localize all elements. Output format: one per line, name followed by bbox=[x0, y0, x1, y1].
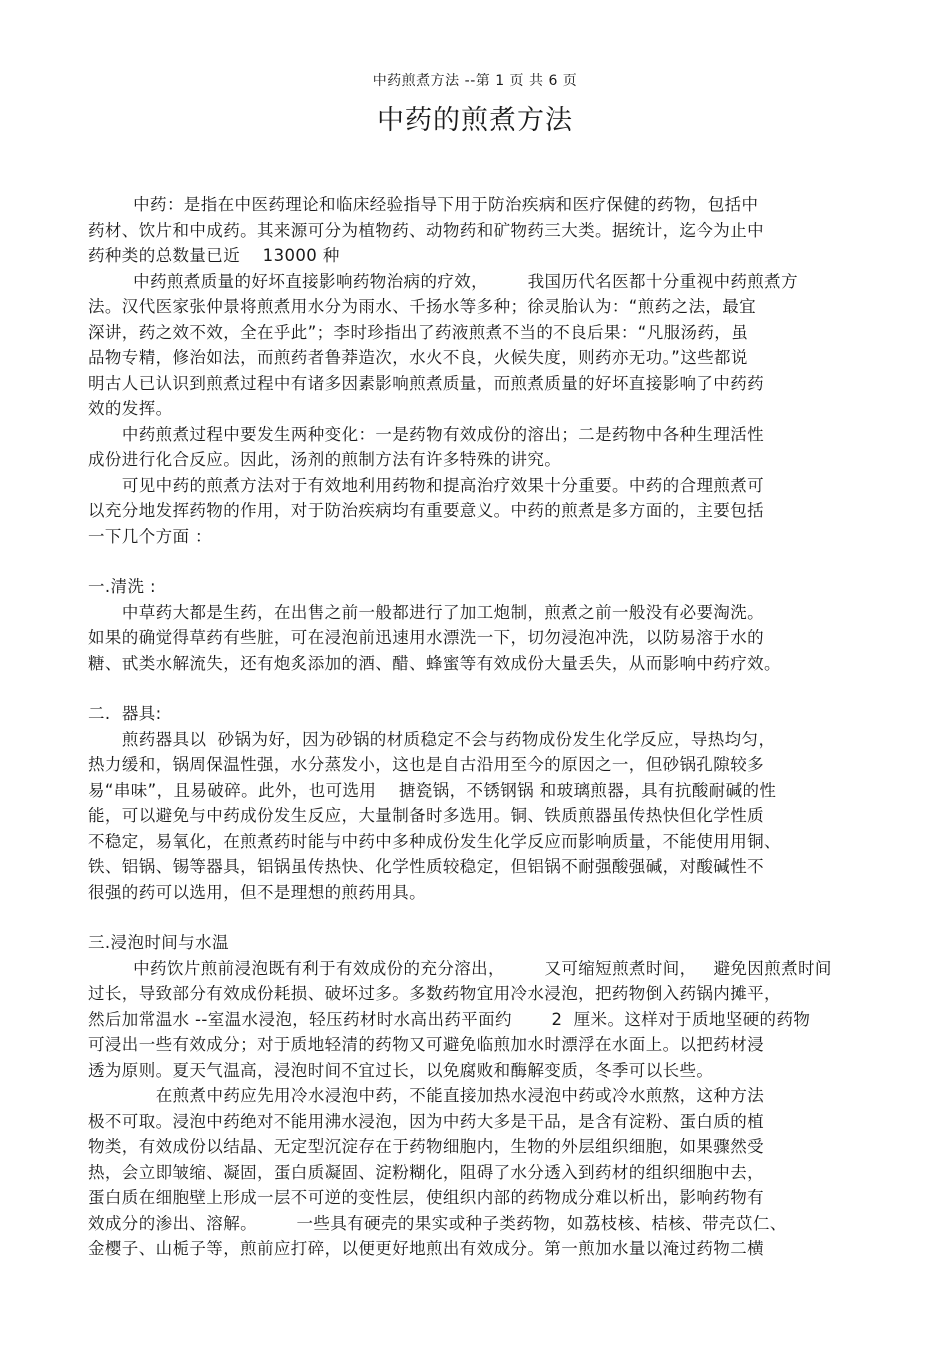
text-line: 效的发挥。 bbox=[88, 399, 173, 418]
text-line: 铁、铝锅、锡等器具，铝锅虽传热快、化学性质较稳定，但铝锅不耐强酸强碱，对酸碱性不 bbox=[88, 857, 764, 876]
section-heading: 三.浸泡时间与水温 bbox=[88, 933, 229, 952]
text-line: 金樱子、山栀子等，煎前应打碎，以便更好地煎出有效成分。第一煎加水量以淹过药物二横 bbox=[88, 1239, 764, 1258]
text-line: 中药：是指在中医药理论和临床经验指导下用于防治疾病和医疗保健的药物，包括中 bbox=[88, 195, 759, 214]
text-line: 物类，有效成份以结晶、无定型沉淀存在于药物细胞内，生物的外层组织细胞，如果骤然受 bbox=[88, 1137, 764, 1156]
text-line: 效成分的渗出、溶解。 一些具有硬壳的果实或种子类药物，如荔枝核、桔核、带壳苡仁、 bbox=[88, 1213, 787, 1233]
text-line: 热力缓和，锅周保温性强，水分蒸发小，这也是自古沿用至今的原因之一，但砂锅孔隙较多 bbox=[88, 755, 764, 774]
text-line: 过长，导致部分有效成份耗损、破坏过多。多数药物宜用冷水浸泡，把药物倒入药锅内摊平， bbox=[88, 984, 781, 1003]
text-line: 深讲，药之效不效，全在乎此”；李时珍指出了药液煎煮不当的不良后果：“凡服汤药，虽 bbox=[88, 322, 749, 342]
text-line: 中药煎煮质量的好坏直接影响药物治病的疗效， 我国历代名医都十分重视中药煎煮方 bbox=[88, 271, 798, 291]
section-heading: 二. 器具: bbox=[88, 704, 162, 723]
text-line: 中药饮片煎前浸泡既有利于有效成份的充分溶出， 又可缩短煎煮时间， 避免因煎煮时间 bbox=[88, 958, 832, 978]
text-line: 煎药器具以 砂锅为好，因为砂锅的材质稳定不会与药物成份发生化学反应，导热均匀， bbox=[88, 729, 776, 749]
text-line: 如果的确觉得草药有些脏，可在浸泡前迅速用水漂洗一下，切勿浸泡冲洗，以防易溶于水的 bbox=[88, 628, 764, 647]
intro-paragraphs bbox=[88, 192, 858, 549]
document-title: 中药的煎煮方法 bbox=[377, 105, 573, 136]
text-line: 透为原则。夏天气温高，浸泡时间不宜过长，以免腐败和酶解变质，冬季可以长些。 bbox=[88, 1060, 714, 1080]
text-line: 蛋白质在细胞壁上形成一层不可逆的变性层，使组织内部的药物成分难以析出，影响药物有 bbox=[88, 1188, 764, 1207]
text-line: 热，会立即皱缩、凝固，蛋白质凝固、淀粉糊化，阻碍了水分透入到药材的组织细胞中去， bbox=[88, 1162, 764, 1182]
section-gap bbox=[88, 549, 858, 574]
text-line: 可浸出一些有效成分；对于质地轻清的药物又可避免临煎加水时漂浮在水面上。以把药材浸 bbox=[88, 1035, 764, 1054]
running-header: 中药煎煮方法 --第 1 页 共 6 页 bbox=[372, 73, 578, 89]
text-line: 药种类的总数量已近 13000 种 bbox=[88, 246, 340, 265]
text-line: 中草药大都是生药，在出售之前一般都进行了加工炮制，煎煮之前一般没有必要淘洗。 bbox=[88, 602, 765, 622]
section-gap bbox=[88, 676, 858, 701]
section-gap bbox=[88, 905, 858, 930]
section-heading: 一.清洗 : bbox=[88, 577, 156, 596]
text-line: 可见中药的煎煮方法对于有效地利用药物和提高治疗效果十分重要。中药的合理煎煮可 bbox=[88, 475, 765, 495]
text-line: 药材、饮片和中成药。其来源可分为植物药、动物药和矿物药三大类。据统计，迄今为止中 bbox=[88, 220, 764, 240]
text-line: 不稳定，易氧化，在煎煮药时能与中药中多种成份发生化学反应而影响质量，不能使用用铜、 bbox=[88, 831, 781, 851]
text-line: 中药煎煮过程中要发生两种变化：一是药物有效成份的溶出；二是药物中各种生理活性 bbox=[88, 424, 765, 444]
section-soaking bbox=[88, 930, 858, 1262]
text-line: 一下几个方面 ： bbox=[88, 526, 212, 546]
text-line: 糖、甙类水解流失，还有炮炙添加的酒、醋、蜂蜜等有效成份大量丢失，从而影响中药疗效。 bbox=[88, 653, 781, 673]
text-line: 易“串味”，且易破碎。此外，也可选用 搪瓷锅，不锈钢锅 和玻璃煎器，具有抗酸耐碱的性 bbox=[88, 780, 777, 800]
section-utensils bbox=[88, 701, 858, 905]
section-cleaning bbox=[88, 574, 858, 676]
text-line: 极不可取。浸泡中药绝对不能用沸水浸泡，因为中药大多是干品，是含有淀粉、蛋白质的植 bbox=[88, 1111, 764, 1131]
text-line: 法。汉代医家张仲景将煎煮用水分为雨水、千扬水等多种；徐灵胎认为：“煎药之法，最宜 bbox=[88, 297, 757, 316]
text-line: 明古人已认识到煎煮过程中有诸多因素影响煎煮质量，而煎煮质量的好坏直接影响了中药药 bbox=[88, 373, 764, 393]
text-line: 能，可以避免与中药成份发生反应，大量制备时多选用。铜、铁质煎器虽传热快但化学性质 bbox=[88, 806, 764, 825]
text-line: 品物专精，修治如法，而煎药者鲁莽造次，水火不良，火候失度，则药亦无功。”这些都说 bbox=[88, 348, 748, 367]
text-line: 很强的药可以选用，但不是理想的煎药用具。 bbox=[88, 882, 426, 902]
text-line: 以充分地发挥药物的作用，对于防治疾病均有重要意义。中药的煎煮是多方面的，主要包括 bbox=[88, 501, 764, 520]
document-body bbox=[88, 192, 858, 1262]
text-line: 成份进行化合反应。因此，汤剂的煎制方法有许多特殊的讲究。 bbox=[88, 450, 562, 469]
text-line: 然后加常温水 --室温水浸泡，轻压药材时水高出药平面约 2 厘米。这样对于质地坚硬的药物 bbox=[88, 1009, 811, 1029]
text-line: 在煎煮中药应先用冷水浸泡中药，不能直接加热水浸泡中药或冷水煎熬，这种方法 bbox=[88, 1086, 765, 1105]
